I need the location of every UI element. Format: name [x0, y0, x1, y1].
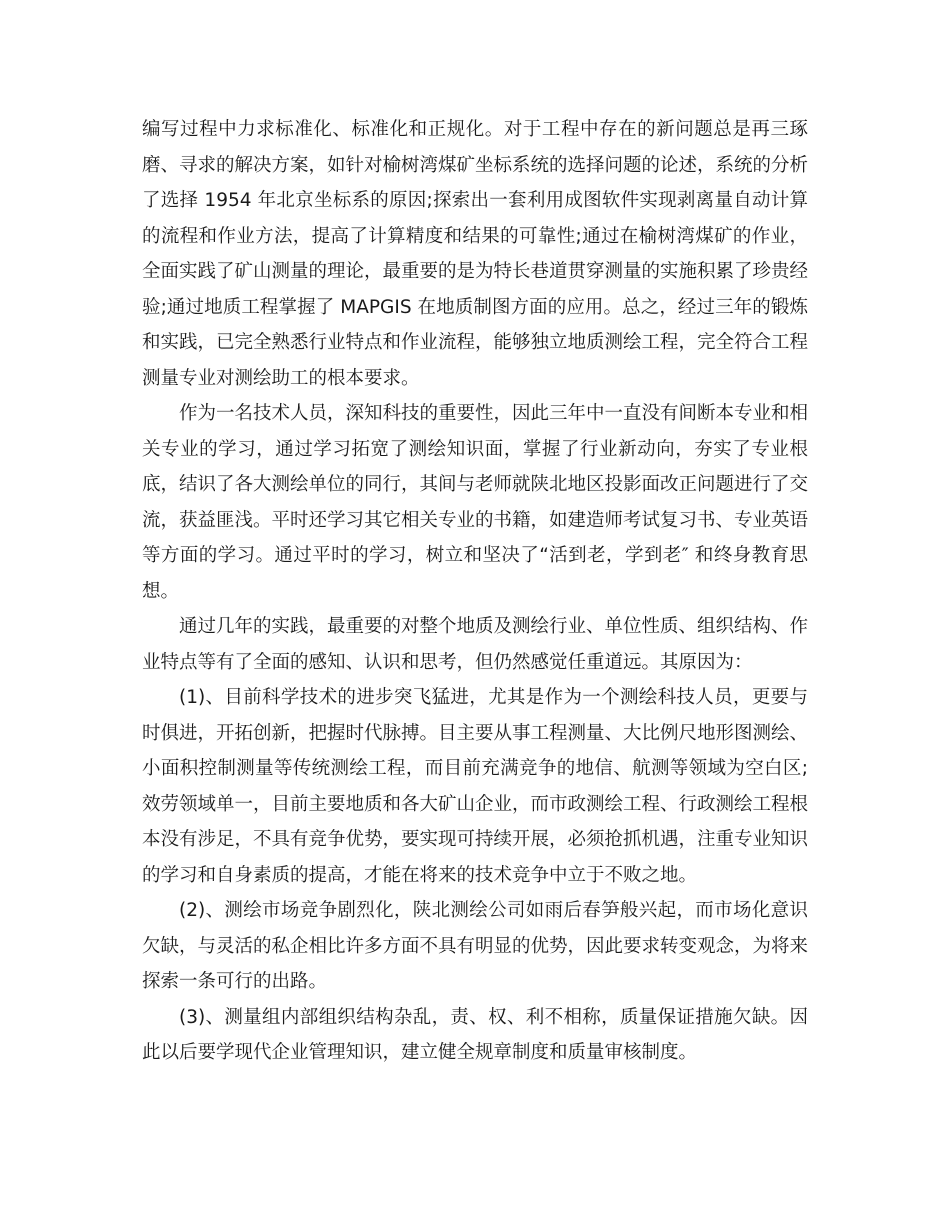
- paragraph-study: 作为一名技术人员，深知科技的重要性，因此三年中一直没有间断本专业和相关专业的学习，通过学习拓宽了测绘知识面，掌握了行业新动向，夯实了专业根底，结识了各大测绘单位的同行，其间与老师就陕北地区投影面改正问题进行了交流，获益匪浅。平时还学习其它相关专业的书籍，如建造师考试复习书、专业英语等方面的学习。通过平时的学习，树立和坚决了“活到老，学到老″ 和终身教育思想。: [142, 403, 809, 602]
- paragraph-reason-2: (2)、测绘市场竞争剧烈化，陕北测绘公司如雨后春笋般兴起，而市场化意识欠缺，与灵活的私企相比许多方面不具有明显的优势，因此要求转变观念，为将来探索一条可行的出路。: [142, 900, 809, 992]
- document-body: [142, 112, 808, 1071]
- paragraph-reason-3: (3)、测量组内部组织结构杂乱，责、权、利不相称，质量保证措施欠缺。因此以后要学现代企业管理知识，建立健全规章制度和质量审核制度。: [142, 1006, 808, 1063]
- paragraph-reason-1: (1)、目前科学技术的进步突飞猛进，尤其是作为一个测绘科技人员，更要与时俱进，开拓创新，把握时代脉搏。目主要从事工程测量、大比例尺地形图测绘、小面积控制测量等传统测绘工程，而目前充满竞争的地信、航测等领域为空白区;效劳领域单一，目前主要地质和各大矿山企业，而市政测绘工程、行政测绘工程根本没有涉足，不具有竞争优势，要实现可持续开展，必须抢抓机遇，注重专业知识的学习和自身素质的提高，才能在将来的技术竞争中立于不败之地。: [142, 687, 809, 886]
- paragraph-practice: 通过几年的实践，最重要的对整个地质及测绘行业、单位性质、组织结构、作业特点等有了全面的感知、认识和思考，但仍然感觉任重道远。其原因为：: [142, 616, 809, 673]
- paragraph-continuation: 编写过程中力求标准化、标准化和正规化。对于工程中存在的新问题总是再三琢磨、寻求的解决方案，如针对榆树湾煤矿坐标系统的选择问题的论述，系统的分析了选择 1954 年北京坐标系的原因;探索出一套利用成图软件实现剥离量自动计算的流程和作业方法，提高了计算精度和结果的可靠性;通过在榆树湾煤矿的作业，全面实践了矿山测量的理论，最重要的是为特长巷道贯穿测量的实施积累了珍贵经验;通过地质工程掌握了 MAPGIS 在地质制图方面的应用。总之，经过三年的锻炼和实践，已完全熟悉行业特点和作业流程，能够独立地质测绘工程，完全符合工程测量专业对测绘助工的根本要求。: [142, 119, 809, 389]
